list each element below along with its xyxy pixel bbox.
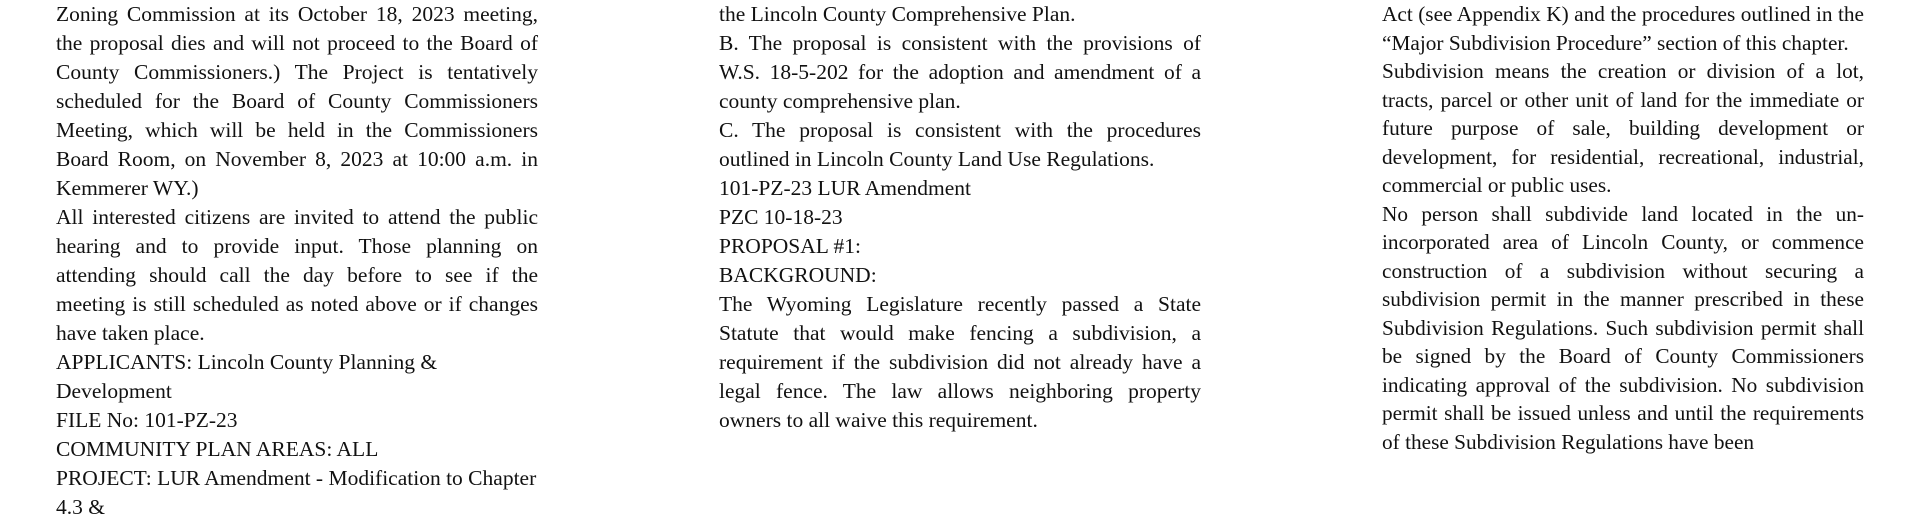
paragraph-file-heading: 101-PZ-23 LUR Amendment (719, 176, 972, 200)
paragraph-background-body: The Wyoming Legislature recently passed a State Statute that would make fencing a subdivision, a requirement if the subdivision did not already have a legal fence. The law allows neighboring property owners to all waive this requirement. (719, 292, 1201, 432)
paragraph-subdivision-definition: Subdivision means the creation or division of a lot, tracts, parcel or other unit of land for the immediate or future purpose of sale, building development or development, for residential, recreational, industrial, commercial or public uses. (1382, 59, 1864, 197)
text-column-left (56, 0, 538, 522)
paragraph-proposal-heading: PROPOSAL #1: (719, 234, 861, 258)
paragraph-pzc-date: PZC 10-18-23 (719, 205, 843, 229)
paragraph-community-plan-areas: COMMUNITY PLAN AREAS: ALL (56, 437, 379, 461)
paragraph: Act (see Appendix K) and the procedures outlined in the “Major Subdivision Procedure” section of this chapter. (1382, 2, 1864, 55)
text-column-middle (719, 0, 1201, 435)
paragraph-applicants: APPLICANTS: Lincoln County Planning & Development (56, 350, 438, 403)
paragraph-file-no: FILE No: 101-PZ-23 (56, 408, 238, 432)
paragraph-item-c: C. The proposal is consistent with the procedures outlined in Lincoln County Land Use Regulations. (719, 118, 1201, 171)
paragraph: Zoning Commission at its October 18, 2023 meeting, the proposal dies and will not proceed to the Board of County Commissioners.) The Project is tentatively scheduled for the Board of County Commissioners Meeting, which will be held in the Commissioners Board Room, on November 8, 2023 at 10:00 a.m. in Kemmerer WY.) (56, 2, 538, 200)
paragraph-project: PROJECT: LUR Amendment - Modification to Chapter 4.3 & (56, 466, 537, 519)
text-column-right (1382, 0, 1864, 456)
paragraph: the Lincoln County Comprehensive Plan. (719, 2, 1076, 26)
paragraph-background-heading: BACKGROUND: (719, 263, 877, 287)
paragraph: All interested citizens are invited to attend the public hearing and to provide input. Those planning on attending should call the day before to see if the meeting is still scheduled as noted above or if changes have taken place. (56, 205, 538, 345)
paragraph-item-b: B. The proposal is consistent with the provisions of W.S. 18-5-202 for the adoption and amendment of a county comprehensive plan. (719, 31, 1201, 113)
paragraph-subdivision-permit: No person shall subdivide land located in the un-incorporated area of Lincoln County, or commence construction of a subdivision without securing a subdivision permit in the manner prescribed in these Subdivision Regulations. Such subdivision permit shall be signed by the Board of County Commissioners indicating approval of the subdivision. No subdivision permit shall be issued unless and until the requirements of these Subdivision Regulations have been (1382, 201, 1864, 454)
